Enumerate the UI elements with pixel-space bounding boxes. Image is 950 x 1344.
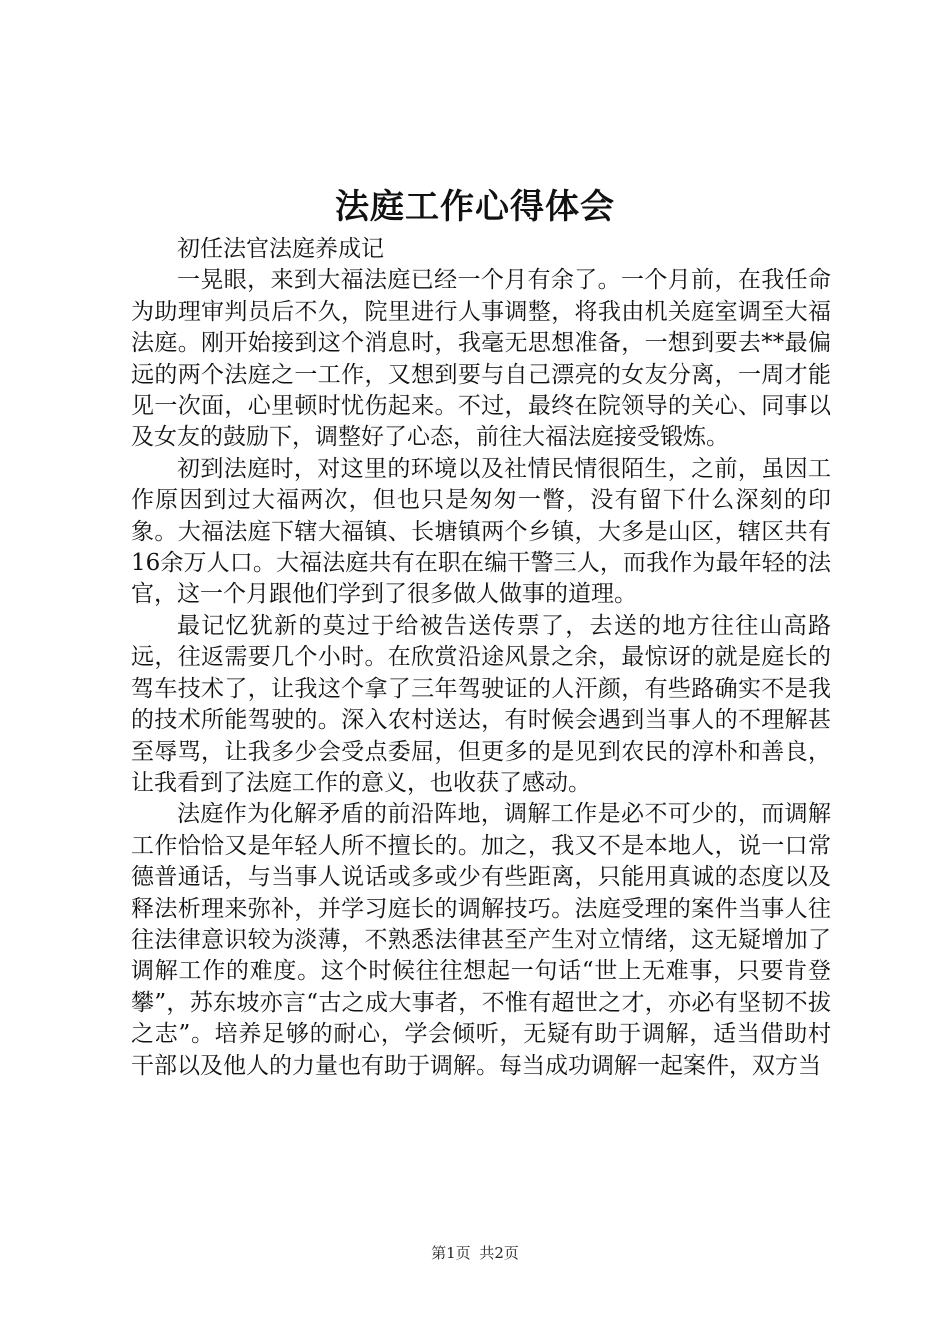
document-title: 法庭工作心得体会 — [335, 187, 615, 227]
document-body — [131, 234, 831, 1082]
subtitle-paragraph: 初任法官法庭养成记 — [177, 236, 384, 262]
page-number: 第1页 — [431, 1244, 471, 1262]
body-paragraph: 一晃眼，来到大福法庭已经一个月有余了。一个月前，在我任命为助理审判员后不久，院里进行人事调整，将我由机关庭室调至大福法庭。刚开始接到这个消息时，我毫无思想准备，一想到要去**最偏远的两个法庭之一工作，又想到要与自己漂亮的女友分离，一周才能见一次面，心里顿时忧伤起来。不过，最终在院领导的关心、同事以及女友的鼓励下，调整好了心态，前往大福法庭接受锻炼。 — [131, 267, 831, 451]
body-paragraph: 最记忆犹新的莫过于给被告送传票了，去送的地方往往山高路远，往返需要几个小时。在欣赏沿途风景之余，最惊讶的就是庭长的驾车技术了，让我这个拿了三年驾驶证的人汗颜，有些路确实不是我的技术所能驾驶的。深入农村送达，有时候会遇到当事人的不理解甚至辱骂，让我多少会受点委屈，但更多的是见到农民的淳朴和善良，让我看到了法庭工作的意义，也收获了感动。 — [131, 612, 831, 796]
body-paragraph: 法庭作为化解矛盾的前沿阵地，调解工作是必不可少的，而调解工作恰恰又是年轻人所不擅长的。加之，我又不是本地人，说一口常德普通话，与当事人说话或多或少有些距离，只能用真诚的态度以及释法析理来弥补，并学习庭长的调解技巧。法庭受理的案件当事人往往法律意识较为淡薄，不熟悉法律甚至产生对立情绪，这无疑增加了调解工作的难度。这个时候往往想起一句话“世上无难事，只要肯登攀”，苏东坡亦言“古之成大事者，不惟有超世之才，亦必有坚韧不拔之志”。培养足够的耐心，学会倾听，无疑有助于调解，适当借助村干部以及他人的力量也有助于调解。每当成功调解一起案件，双方当 — [131, 801, 831, 1079]
page-total: 共2页 — [479, 1244, 519, 1262]
page-footer — [0, 1243, 950, 1263]
body-paragraph: 初到法庭时，对这里的环境以及社情民情很陌生，之前，虽因工作原因到过大福两次，但也只是匆匆一瞥，没有留下什么深刻的印象。大福法庭下辖大福镇、长塘镇两个乡镇，大多是山区，辖区共有16余万人口。大福法庭共有在职在编干警三人，而我作为最年轻的法官，这一个月跟他们学到了很多做人做事的道理。 — [131, 455, 831, 608]
